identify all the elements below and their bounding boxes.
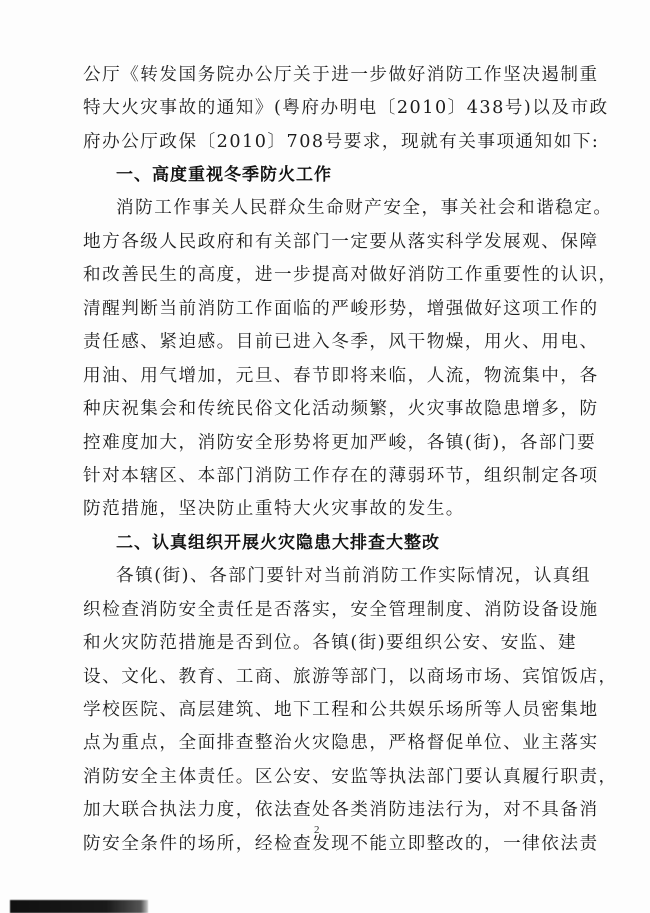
section-heading-2: 二、认真组织开展火灾隐患大排查大整改 [116, 533, 440, 553]
text-line: 府办公厅政保〔2010〕708号要求，现就有关事项通知如下: [83, 132, 600, 152]
paragraph-line: 各镇(街)、各部门要针对当前消防工作实际情况，认真组 [116, 566, 591, 586]
paragraph-line: 消防工作事关人民群众生命财产安全，事关社会和谐稳定。 [116, 198, 613, 218]
paragraph-line: 织检查消防安全责任是否落实，安全管理制度、消防设备设施 [83, 600, 599, 620]
paragraph-line: 点为重点，全面排查整治火灾隐患，严格督促单位、业主落实 [83, 733, 599, 753]
text-line: 公厅《转发国务院办公厅关于进一步做好消防工作坚决遏制重 [83, 65, 599, 85]
section-heading-1: 一、高度重视冬季防火工作 [116, 165, 332, 185]
paragraph-line: 和改善民生的高度，进一步提高对做好消防工作重要性的认识， [83, 265, 618, 285]
paragraph-line: 地方各级人民政府和有关部门一定要从落实科学发展观、保障 [83, 232, 599, 252]
paragraph-line: 防安全条件的场所，经检查发现不能立即整改的，一律依法责 [83, 834, 599, 854]
paragraph-line: 针对本辖区、本部门消防工作存在的薄弱环节，组织制定各项 [83, 466, 599, 486]
paragraph-line: 消防安全主体责任。区公安、安监等执法部门要认真履行职责， [83, 767, 618, 787]
paragraph-line: 清醒判断当前消防工作面临的严峻形势，增强做好这项工作的 [83, 299, 599, 319]
paragraph-line: 加大联合执法力度，依法查处各类消防违法行为，对不具备消 [83, 800, 599, 820]
paragraph-line: 防范措施，坚决防止重特大火灾事故的发生。 [83, 499, 465, 519]
paragraph-line: 控难度加大，消防安全形势将更加严峻，各镇(街)，各部门要 [83, 433, 597, 453]
paragraph-line: 设、文化、教育、工商、旅游等部门，以商场市场、宾馆饭店， [83, 667, 618, 687]
text-line: 特大火灾事故的通知》(粤府办明电〔2010〕438号)以及市政 [83, 98, 609, 118]
paragraph-line: 责任感、紧迫感。目前已进入冬季，风干物燥，用火、用电、 [83, 332, 599, 352]
paragraph-line: 用油、用气增加，元旦、春节即将来临，人流，物流集中，各 [83, 366, 599, 386]
page-number: 2 [314, 824, 320, 836]
paragraph-line: 和火灾防范措施是否到位。各镇(街)要组织公安、安监、建 [83, 633, 578, 653]
paragraph-line: 种庆祝集会和传统民俗文化活动频繁，火灾事故隐患增多，防 [83, 399, 599, 419]
paragraph-line: 学校医院、高层建筑、地下工程和公共娱乐场所等人员密集地 [83, 700, 599, 720]
scan-artifact [10, 900, 148, 913]
